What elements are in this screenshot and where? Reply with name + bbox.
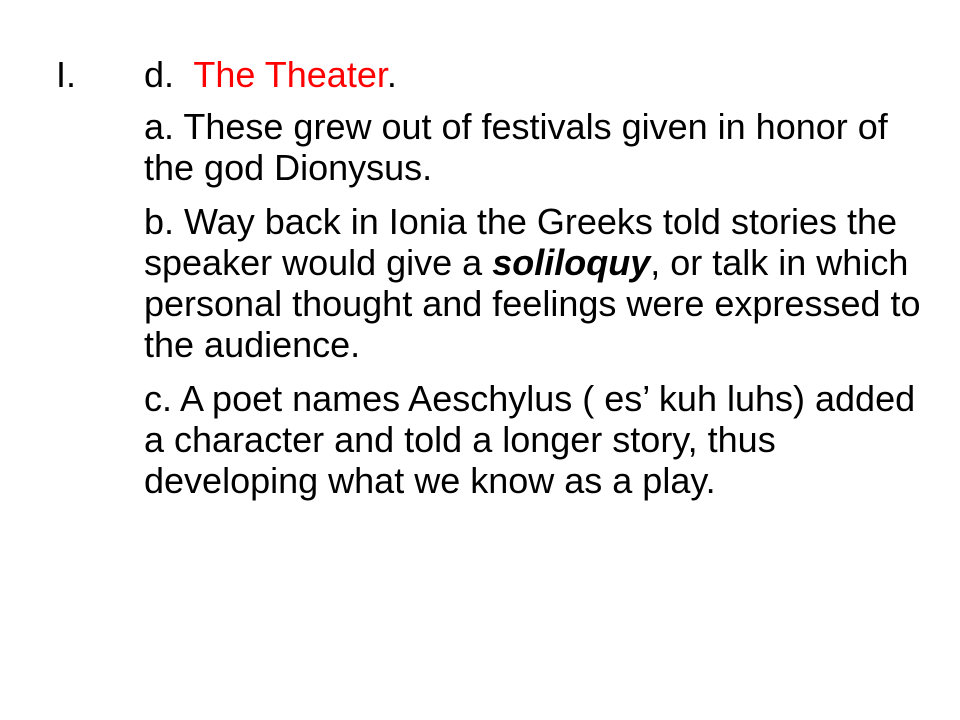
item-c-text: c. A poet names Aeschylus ( es’ kuh luhs) added a character and told a longer story, thus developing what we know as a play. [144,378,916,501]
item-a-text: a. These grew out of festivals given in honor of the god Dionysus. [144,106,888,188]
outline-items [144,106,924,514]
outline-numeral: I. [56,54,77,95]
title-period: . [386,54,397,95]
item-b-emphasis-term: soliloquy [492,242,651,283]
outline-item-c [144,378,924,501]
slide-title: The Theater [193,54,387,95]
item-b-text-after: , or talk in which personal thought and feelings were expressed to the audience. [144,242,921,365]
outline-letter: d. [144,54,175,95]
item-b-text-before: b. Way back in Ionia the Greeks told stories the speaker would give a [144,201,898,283]
outline-item-b [144,201,924,365]
outline-item-a [144,106,924,188]
slide-heading [56,54,397,96]
